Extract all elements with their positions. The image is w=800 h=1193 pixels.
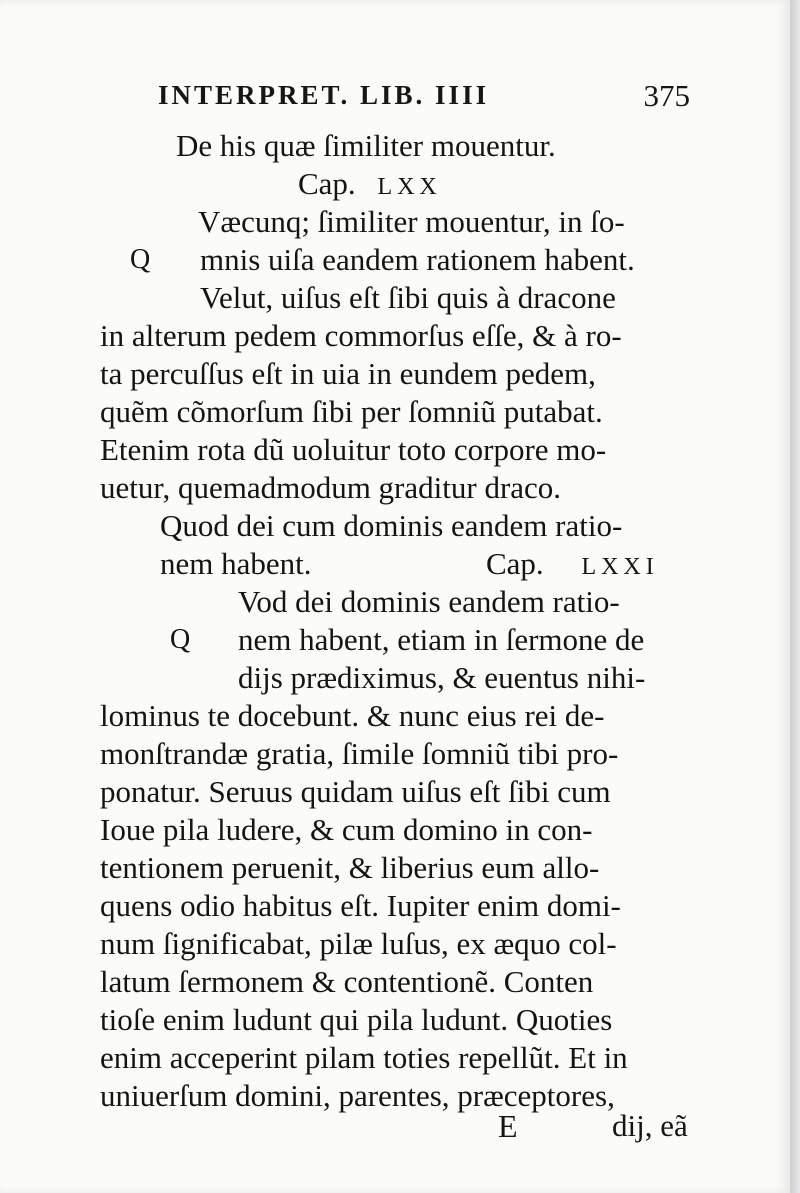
text-line: tioſe enim ludunt qui pila ludunt. Quoties [100,1002,613,1037]
text-line: ta percuſſus eſt in uia in eundem pedem, [100,356,596,391]
text-line: quẽm cõmorſum ſibi per ſomniũ putabat. [100,394,603,429]
text-line: ponatur. Seruus quidam uiſus eſt ſibi cum [100,774,611,809]
text-line: uetur, quemadmodum graditur draco. [100,470,562,505]
text-line: dijs prædiximus, & euentus nihi- [238,660,646,695]
text-line: mnis uiſa eandem rationem habent. [200,242,635,277]
initial-marker: Q [170,624,191,655]
page-edge [790,0,800,1193]
chapter-title: nem habent. [160,546,312,581]
chapter-heading [298,166,442,205]
text-line: quens odio habitus eſt. Iupiter enim domi- [100,888,621,923]
text-line: Ioue pila ludere, & cum domino in con- [100,812,593,847]
text-line: Etenim rota dũ uoluitur toto corpore mo- [100,432,607,467]
text-line: uniuerſum domini, parentes, præceptores, [100,1078,615,1113]
text-line: nem habent, etiam in ſermone de [238,622,645,657]
text-line: enim acceperint pilam toties repellũt. Et in [100,1040,628,1075]
folio-number: 375 [643,78,690,113]
page-header [158,80,690,114]
text-line: Vod dei dominis eandem ratio- [238,584,620,619]
text-line: lominus te docebunt. & nunc eius rei de- [100,698,605,733]
chapter-number: LXX [377,174,442,200]
text-line: Væcunq; ſimiliter mouentur, in ſo- [198,204,625,239]
chapter-title: De his quæ ſimiliter mouentur. [176,128,556,163]
text-line: latum ſermonem & contentionẽ. Conten [100,964,594,999]
running-head: INTERPRET. LIB. IIII [158,80,490,110]
cap-label: Cap. [298,166,356,201]
text-line: tentionem peruenit, & liberius eum allo- [100,850,600,885]
catchword: dij, eã [612,1108,688,1143]
chapter-heading [486,546,659,585]
cap-label: Cap. [486,546,544,581]
text-line: monſtrandæ gratia, ſimile ſomniũ tibi pro- [100,736,619,771]
initial-marker: Q [130,244,151,275]
chapter-title: Quod dei cum dominis eandem ratio- [160,508,623,543]
text-line: num ſignificabat, pilæ luſus, ex æquo col- [100,926,617,961]
signature-mark: E [498,1108,518,1144]
chapter-number: LXXI [581,554,659,580]
text-line: Velut, uiſus eſt ſibi quis à dracone [200,280,616,315]
text-line: in alterum pedem commorſus eſſe, & à ro- [100,318,622,353]
